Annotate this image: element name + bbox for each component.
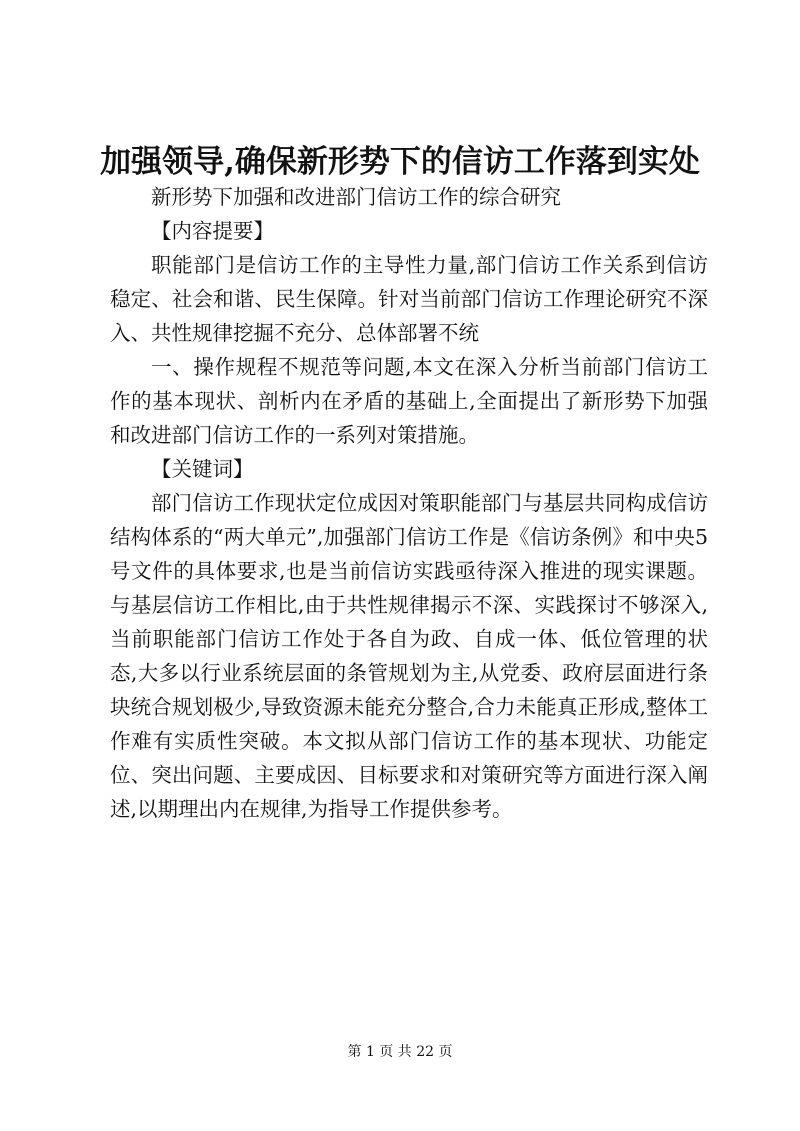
page-number-footer: 第 1 页 共 22 页 bbox=[347, 1044, 453, 1060]
body-paragraph: 部门信访工作现状定位成因对策职能部门与基层共同构成信访结构体系的“两大单元”,加强部门信访工作是《信访条例》和中央5号文件的具体要求,也是当前信访实践亟待深入推进的现实课题。与基层信访工作相比,由于共性规律揭示不深、实践探讨不够深入,当前职能部门信访工作处于各自为政、自成一体、低位管理的状态,大多以行业系统层面的条管规划为主,从党委、政府层面进行条块统合规划极少,导致资源未能充分整合,合力未能真正形成,整体工作难有实质性突破。本文拟从部门信访工作的基本现状、功能定位、突出问题、主要成因、目标要求和对策研究等方面进行深入阐述,以期理出内在规律,为指导工作提供参考。 bbox=[110, 491, 708, 821]
abstract-heading: 【内容提要】 bbox=[151, 219, 274, 243]
keywords-heading: 【关键词】 bbox=[151, 457, 254, 481]
document-body bbox=[110, 180, 708, 826]
abstract-paragraph-2: 一、操作规程不规范等问题,本文在深入分析当前部门信访工作的基本现状、剖析内在矛盾的基础上,全面提出了新形势下加强和改进部门信访工作的一系列对策措施。 bbox=[110, 355, 708, 447]
document-title: 加强领导,确保新形势下的信访工作落到实处 bbox=[100, 144, 700, 180]
subtitle-paragraph: 新形势下加强和改进部门信访工作的综合研究 bbox=[151, 185, 561, 209]
abstract-paragraph-1: 职能部门是信访工作的主导性力量,部门信访工作关系到信访稳定、社会和谐、民生保障。针对当前部门信访工作理论研究不深入、共性规律挖掘不充分、总体部署不统 bbox=[110, 253, 708, 345]
